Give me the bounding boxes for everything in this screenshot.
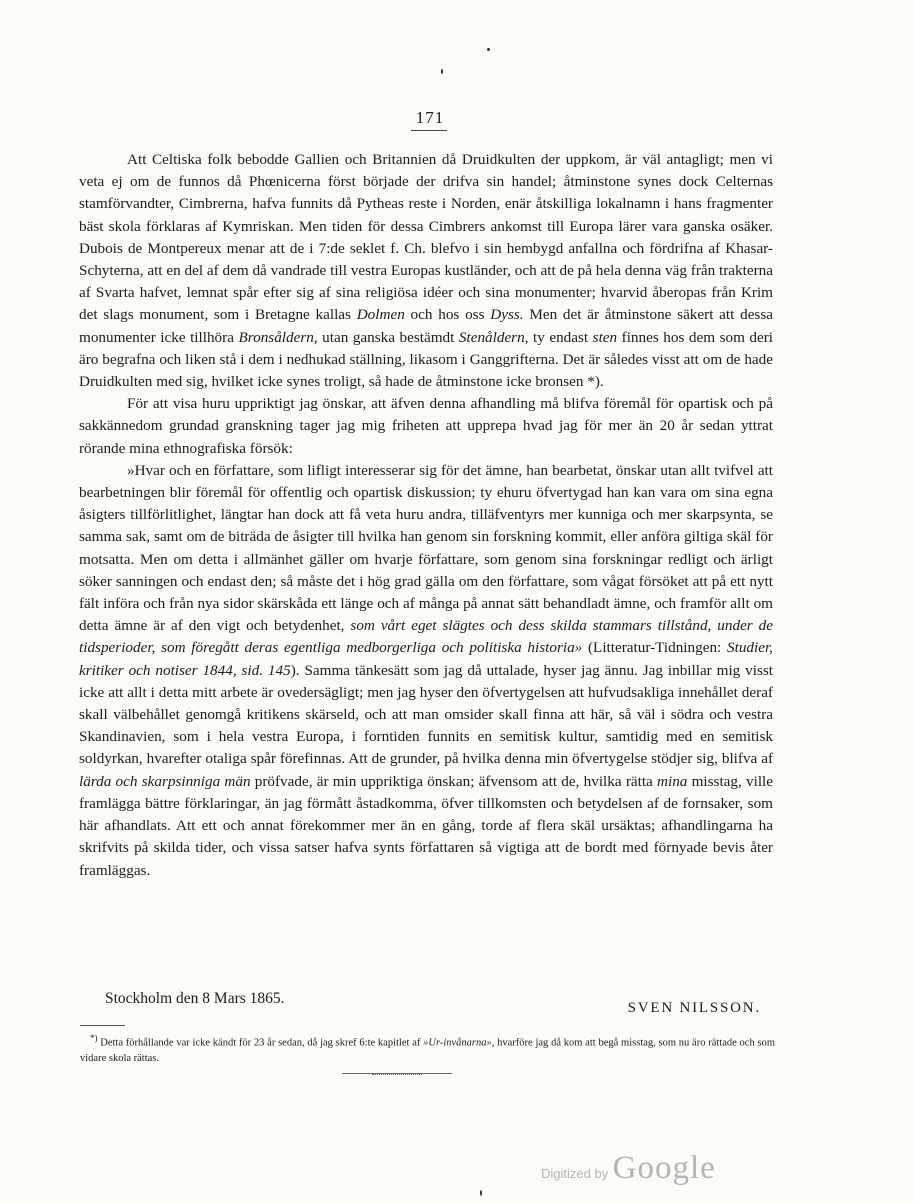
- italic-text: Stenåldern,: [458, 328, 529, 346]
- footnote-mark: *): [90, 1033, 98, 1043]
- text-run: , hvarföre jag då kom att begå misstag, som nu äro rättade och som vidare skola rättas.: [80, 1037, 775, 1064]
- italic-text: Dolmen: [356, 306, 405, 324]
- text-run: misstag, ville framlägga bättre förklaringar, än jag förmått åstadkomma, öfver tillkomsten och betydelsen af de fornsaker, som här afhandlats. Att ett och annat förekommer mer än en gång, torde af flera skäl ursäktas; afhandlingarna ha skrifvits på skilda tider, och vissa satser hafva synts författaren så vigtiga att de bordt med förnyade bevis åter framläggas.: [79, 772, 774, 879]
- ink-speck: [441, 69, 443, 74]
- page-number-rule: [411, 130, 447, 131]
- text-run: ). Samma tänkesätt som jag då uttalade, hyser jag ännu. Jag inbillar mig visst icke att allt i detta mitt arbete är ovedersägligt; men jag hyser den öfvertygelsen att hufvudsakliga innehållet deraf skall välbehållet genomgå kritikens skärseld, och att man omsider skall finna att här, så väl i södra och vestra Skandinavien, som i hela vestra Europa, i forntiden funnits en semitisk kultur, samtidig med en semitisk soldyrkan, hvarefter otaliga spår förefinnas. Att de grunder, på hvilka denna min öfvertygelse stödjer sig, blifva af: [79, 661, 773, 768]
- text-run: finnes hos dem som deri äro begrafna och liken stå i dem i nedhukad ställning, likasom i Ganggrifterna. Det är således visst att om de hade Druidkulten med sig, hvilket icke synes troligt, så hade de åtminstone icke bronsen *).: [79, 328, 774, 391]
- text-run: pröfvade, är min uppriktiga önskan; äfvensom att de, hvilka rätta: [250, 772, 658, 790]
- text-run: (Litteratur-Tidningen:: [582, 639, 727, 657]
- author-name: SVEN NILSSON.: [627, 1000, 761, 1016]
- italic-text: sten: [592, 328, 618, 346]
- italic-text: som vårt eget slägtes och dess skilda stammars tillstånd, under de tidsperioder, som föregått deras egentliga medborgerliga och politiska historia»: [79, 617, 773, 657]
- italic-text: »Ur-invånarna»: [423, 1037, 492, 1049]
- body-text: [79, 149, 773, 882]
- digitized-by-google-watermark: [541, 1150, 716, 1187]
- place-date: Stockholm den 8 Mars 1865.: [105, 990, 285, 1007]
- ink-speck: [480, 1190, 482, 1196]
- italic-text: Studier, kritiker och notiser 1844, sid. 145: [79, 639, 773, 679]
- quoted-paragraph: [79, 460, 773, 882]
- text-run: »Hvar och en författare, som lifligt interesserar sig för det ämne, han bearbetat, önskar utan allt tvifvel att bearbetningen blir föremål för offentlig och opartisk diskussion; ty ehuru öfvertygad han kan vara om sina egna åsigters tillförlitlighet, längtar han dock att få veta huru andra, tilläfventyrs mer kunniga och mer skarpsynta, se samma sak, samt om de biträda de åsigter till hvilka han genom sin forskning kommit, eller anföra giltiga skäl för motsatta. Men om detta i allmänhet gäller om hvarje författare, som genom sina forskningar redligt och ärligt söker sanningen och endast den; så måste det i hög grad gälla om den författare, som vågat försöket att på ett nytt fält införa och från nya sidor skärskåda ett länge och af många på annat sätt behandladt ämne, och framför allt om detta ämne är af den vigt och betydenhet,: [79, 461, 773, 635]
- text-run: och hos oss: [404, 306, 491, 324]
- text-run: Detta förhållande var icke kändt för 23 år sedan, då jag skref 6:te kapitlet af: [97, 1037, 424, 1049]
- italic-text: lärda och skarpsinniga män: [79, 772, 251, 790]
- text-run: utan ganska bestämdt: [317, 328, 459, 346]
- text-run: Att Celtiska folk bebodde Gallien och Britannien då Druidkulten der uppkom, är väl antagligt; men vi veta ej om de funnos då Phœnicerna först började der drifva sin handel; åtminstone synes dock Celternas stamförvandter, Cimbrerna, hafva funnits då Pytheas reste i Norden, enär åtskilliga lokalnamn i hans fragmenter bäst skola förklaras af Kymriskan. Men tiden för dessa Cimbrers ankomst till Europa lärer vara ganska osäker. Dubois de Montpereux menar att de i 7:de seklet f. Ch. blefvo i sin hembygd anfallna och fördrifna af Khasar-Schyterna, att en del af dem då vandrade till vestra Europas kustländer, och att de på hela denna väg från trakterna af Svarta hafvet, lemnat spår efter sig af sina religiösa idéer och sina monumenter; hvarvid åberopas från Krim det slags monument, som i Bretagne kallas: [79, 151, 773, 324]
- paragraph: [79, 393, 773, 460]
- footnote-rule: [80, 1025, 125, 1026]
- google-logo: Google: [612, 1150, 716, 1186]
- signature-block: [105, 990, 773, 1016]
- text-run: Men det är åtminstone säkert att dessa monumenter icke tillhöra: [79, 306, 773, 346]
- ink-speck: [487, 48, 490, 51]
- text-run: För att visa huru uppriktigt jag önskar, att äfven denna afhandling må blifva föremål för opartisk och på sakkännedom grundad granskning tager jag mig friheten att upprepa hvad jag för mer än 20 år sedan yttrat rörande mina ethnografiska försök:: [79, 395, 773, 457]
- watermark-prefix: Digitized by: [541, 1166, 609, 1181]
- italic-text: mina: [657, 772, 688, 790]
- footnote: [80, 1031, 775, 1066]
- italic-text: Bronsåldern,: [238, 328, 318, 346]
- paragraph: [79, 149, 773, 393]
- page-number: 171: [415, 108, 445, 127]
- italic-text: Dyss.: [490, 306, 524, 324]
- text-run: ty endast: [528, 328, 593, 346]
- end-ornament: [342, 1073, 452, 1074]
- footnote-text: [80, 1038, 775, 1064]
